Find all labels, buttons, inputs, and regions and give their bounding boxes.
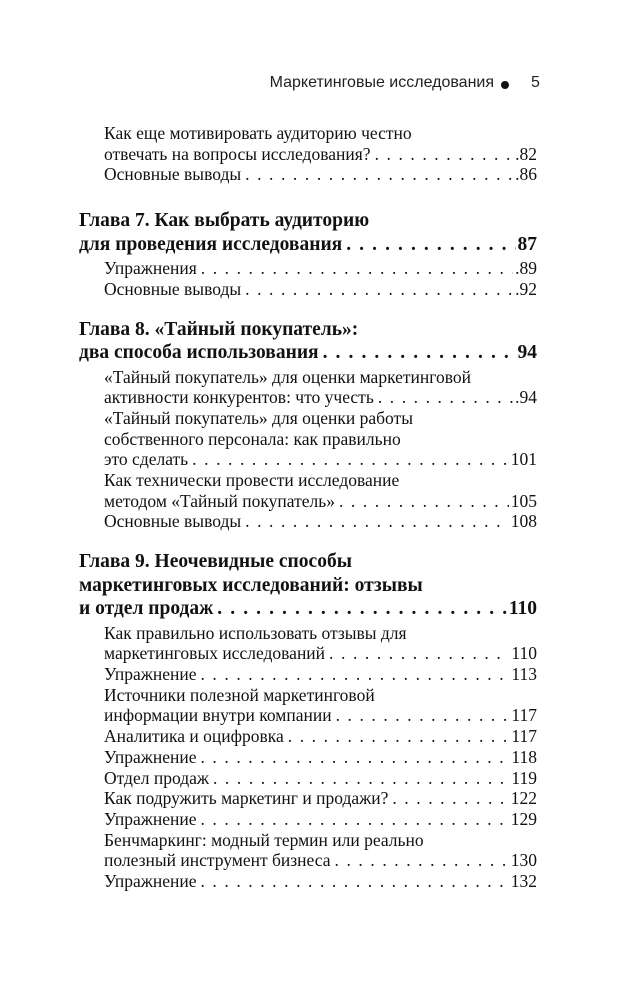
toc-line: [79, 664, 537, 685]
entry-title-text: Упражнение: [104, 746, 197, 767]
chapter-title-text: маркетинговых исследований: отзывы: [79, 574, 423, 596]
toc-line: [79, 144, 537, 165]
toc-page-number: 113: [511, 664, 537, 685]
dot-leader: [201, 258, 513, 279]
dot-leader: [192, 449, 509, 470]
toc-line: [79, 511, 537, 532]
toc-page-number: .92: [515, 278, 537, 299]
toc-line: [79, 233, 537, 257]
dot-leader: [245, 164, 513, 185]
toc-line: [79, 387, 537, 408]
running-head-title: Маркетинговые исследования: [269, 74, 494, 91]
toc-line: [79, 850, 537, 871]
toc-entry: [79, 664, 537, 685]
toc-line: [79, 318, 537, 342]
toc-page-number: 105: [510, 490, 537, 511]
dot-leader: [375, 144, 514, 165]
toc-line: [79, 705, 537, 726]
toc-entry: [79, 871, 537, 892]
entry-title-text: это сделать: [104, 449, 189, 470]
toc-entry: [79, 279, 537, 300]
table-of-contents: [79, 123, 537, 892]
dot-leader: [200, 747, 509, 768]
chapter-title-text: Глава 8. «Тайный покупатель»:: [79, 318, 359, 340]
dot-leader: [323, 341, 516, 365]
toc-page-number: 108: [510, 511, 537, 532]
toc-line: [79, 408, 537, 429]
toc-entry: [79, 830, 537, 871]
toc-entry: [79, 164, 537, 185]
toc-line: [79, 279, 537, 300]
toc-line: [79, 747, 537, 768]
entry-title-text: Как еще мотивировать аудиторию честно: [104, 123, 412, 143]
toc-line: [79, 429, 537, 450]
toc-page-number: 101: [510, 449, 537, 470]
chapter-title-text: Глава 9. Неочевидные способы: [79, 551, 352, 573]
toc-page-number: 122: [510, 788, 537, 809]
toc-entry: [79, 788, 537, 809]
dot-leader: [213, 768, 509, 789]
toc-entry: [79, 809, 537, 830]
entry-title-text: Как правильно использовать отзывы для: [104, 622, 407, 643]
toc-entry: [79, 768, 537, 789]
entry-title-text: Основные выводы: [104, 278, 242, 299]
toc-entry: [79, 123, 537, 164]
toc-line: [79, 491, 537, 512]
entry-title-text: «Тайный покупатель» для оценки маркетинговой: [104, 366, 472, 387]
toc-entry: [79, 685, 537, 726]
entry-title-text: активности конкурентов: что учесть: [104, 387, 374, 408]
entry-title-text: методом «Тайный покупатель»: [104, 490, 335, 511]
dot-leader: [245, 279, 513, 300]
toc-page-number: 117: [511, 726, 537, 747]
toc-line: [79, 258, 537, 279]
entry-title-text: отвечать на вопросы исследования?: [104, 143, 371, 164]
toc-page-number: 119: [511, 767, 537, 788]
entry-title-text: Основные выводы: [104, 511, 242, 532]
toc-page-number: 130: [510, 850, 537, 871]
toc-line: [79, 341, 537, 365]
toc-entry: [79, 367, 537, 408]
toc-entry: [79, 623, 537, 664]
entry-title-text: Упражнения: [104, 258, 197, 279]
entry-title-text: Отдел продаж: [104, 767, 209, 788]
toc-page-number: 110: [508, 598, 537, 620]
dot-leader: [339, 491, 509, 512]
toc-line: [79, 623, 537, 644]
entry-title-text: маркетинговых исследований: [104, 643, 326, 664]
entry-title-text: информации внутри компании: [104, 705, 332, 726]
toc-entry: [79, 470, 537, 511]
toc-line: [79, 209, 537, 233]
dot-leader: [335, 850, 509, 871]
toc-line: [79, 809, 537, 830]
dot-leader: [336, 705, 510, 726]
toc-chapter: [79, 318, 537, 365]
toc-line: [79, 550, 537, 574]
entry-title-text: Бенчмаркинг: модный термин или реально: [104, 829, 424, 850]
chapter-title-text: для проведения исследования: [79, 233, 343, 255]
entry-title-text: полезный инструмент бизнеса: [104, 850, 331, 871]
entry-title-text: собственного персонала: как правильно: [104, 428, 401, 449]
chapter-title-text: два способа использования: [79, 342, 319, 364]
toc-page-number: 110: [511, 643, 537, 664]
dot-leader: [346, 233, 515, 257]
toc-line: [79, 123, 537, 144]
dot-leader: [329, 643, 509, 664]
toc-entry: [79, 747, 537, 768]
page-number: 5: [531, 74, 540, 91]
toc-page-number: 87: [517, 233, 537, 255]
toc-line: [79, 788, 537, 809]
toc-page-number: 129: [510, 808, 537, 829]
toc-page-number: 94: [517, 342, 537, 364]
entry-title-text: Упражнение: [104, 664, 197, 685]
toc-entry: [79, 726, 537, 747]
running-head: [0, 74, 644, 98]
entry-title-text: Как подружить маркетинг и продажи?: [104, 788, 389, 809]
dot-leader: [245, 511, 509, 532]
dot-leader: [200, 871, 508, 892]
toc-page-number: 117: [511, 705, 537, 726]
toc-line: [79, 164, 537, 185]
chapter-title-text: Глава 7. Как выбрать аудиторию: [79, 210, 370, 232]
toc-page-number: 118: [511, 746, 537, 767]
toc-line: [79, 597, 537, 621]
entry-title-text: Источники полезной маркетинговой: [104, 684, 375, 705]
toc-line: [79, 574, 537, 598]
toc-page-number: 132: [510, 871, 537, 892]
toc-line: [79, 470, 537, 491]
entry-title-text: Основные выводы: [104, 164, 242, 185]
entry-title-text: Как технически провести исследование: [104, 470, 400, 491]
toc-page-number: .82: [515, 143, 537, 164]
dot-leader: [200, 664, 509, 685]
chapter-title-text: и отдел продаж: [79, 598, 214, 620]
dot-leader: [288, 726, 510, 747]
entry-title-text: Упражнение: [104, 808, 197, 829]
toc-line: [79, 871, 537, 892]
toc-line: [79, 449, 537, 470]
toc-line: [79, 726, 537, 747]
toc-line: [79, 830, 537, 851]
toc-page-number: .94: [515, 387, 537, 408]
toc-page-number: .89: [515, 258, 537, 279]
bullet-icon: [501, 81, 509, 89]
entry-title-text: «Тайный покупатель» для оценки работы: [104, 407, 413, 428]
dot-leader: [378, 387, 513, 408]
toc-line: [79, 643, 537, 664]
dot-leader: [392, 788, 508, 809]
toc-chapter: [79, 209, 537, 256]
toc-entry: [79, 258, 537, 279]
toc-line: [79, 768, 537, 789]
toc-line: [79, 367, 537, 388]
toc-chapter: [79, 550, 537, 621]
toc-line: [79, 685, 537, 706]
toc-entry: [79, 511, 537, 532]
toc-entry: [79, 408, 537, 470]
toc-page-number: .86: [515, 164, 537, 185]
dot-leader: [200, 809, 508, 830]
entry-title-text: Аналитика и оцифровка: [104, 726, 284, 747]
entry-title-text: Упражнение: [104, 871, 197, 892]
dot-leader: [217, 597, 507, 621]
